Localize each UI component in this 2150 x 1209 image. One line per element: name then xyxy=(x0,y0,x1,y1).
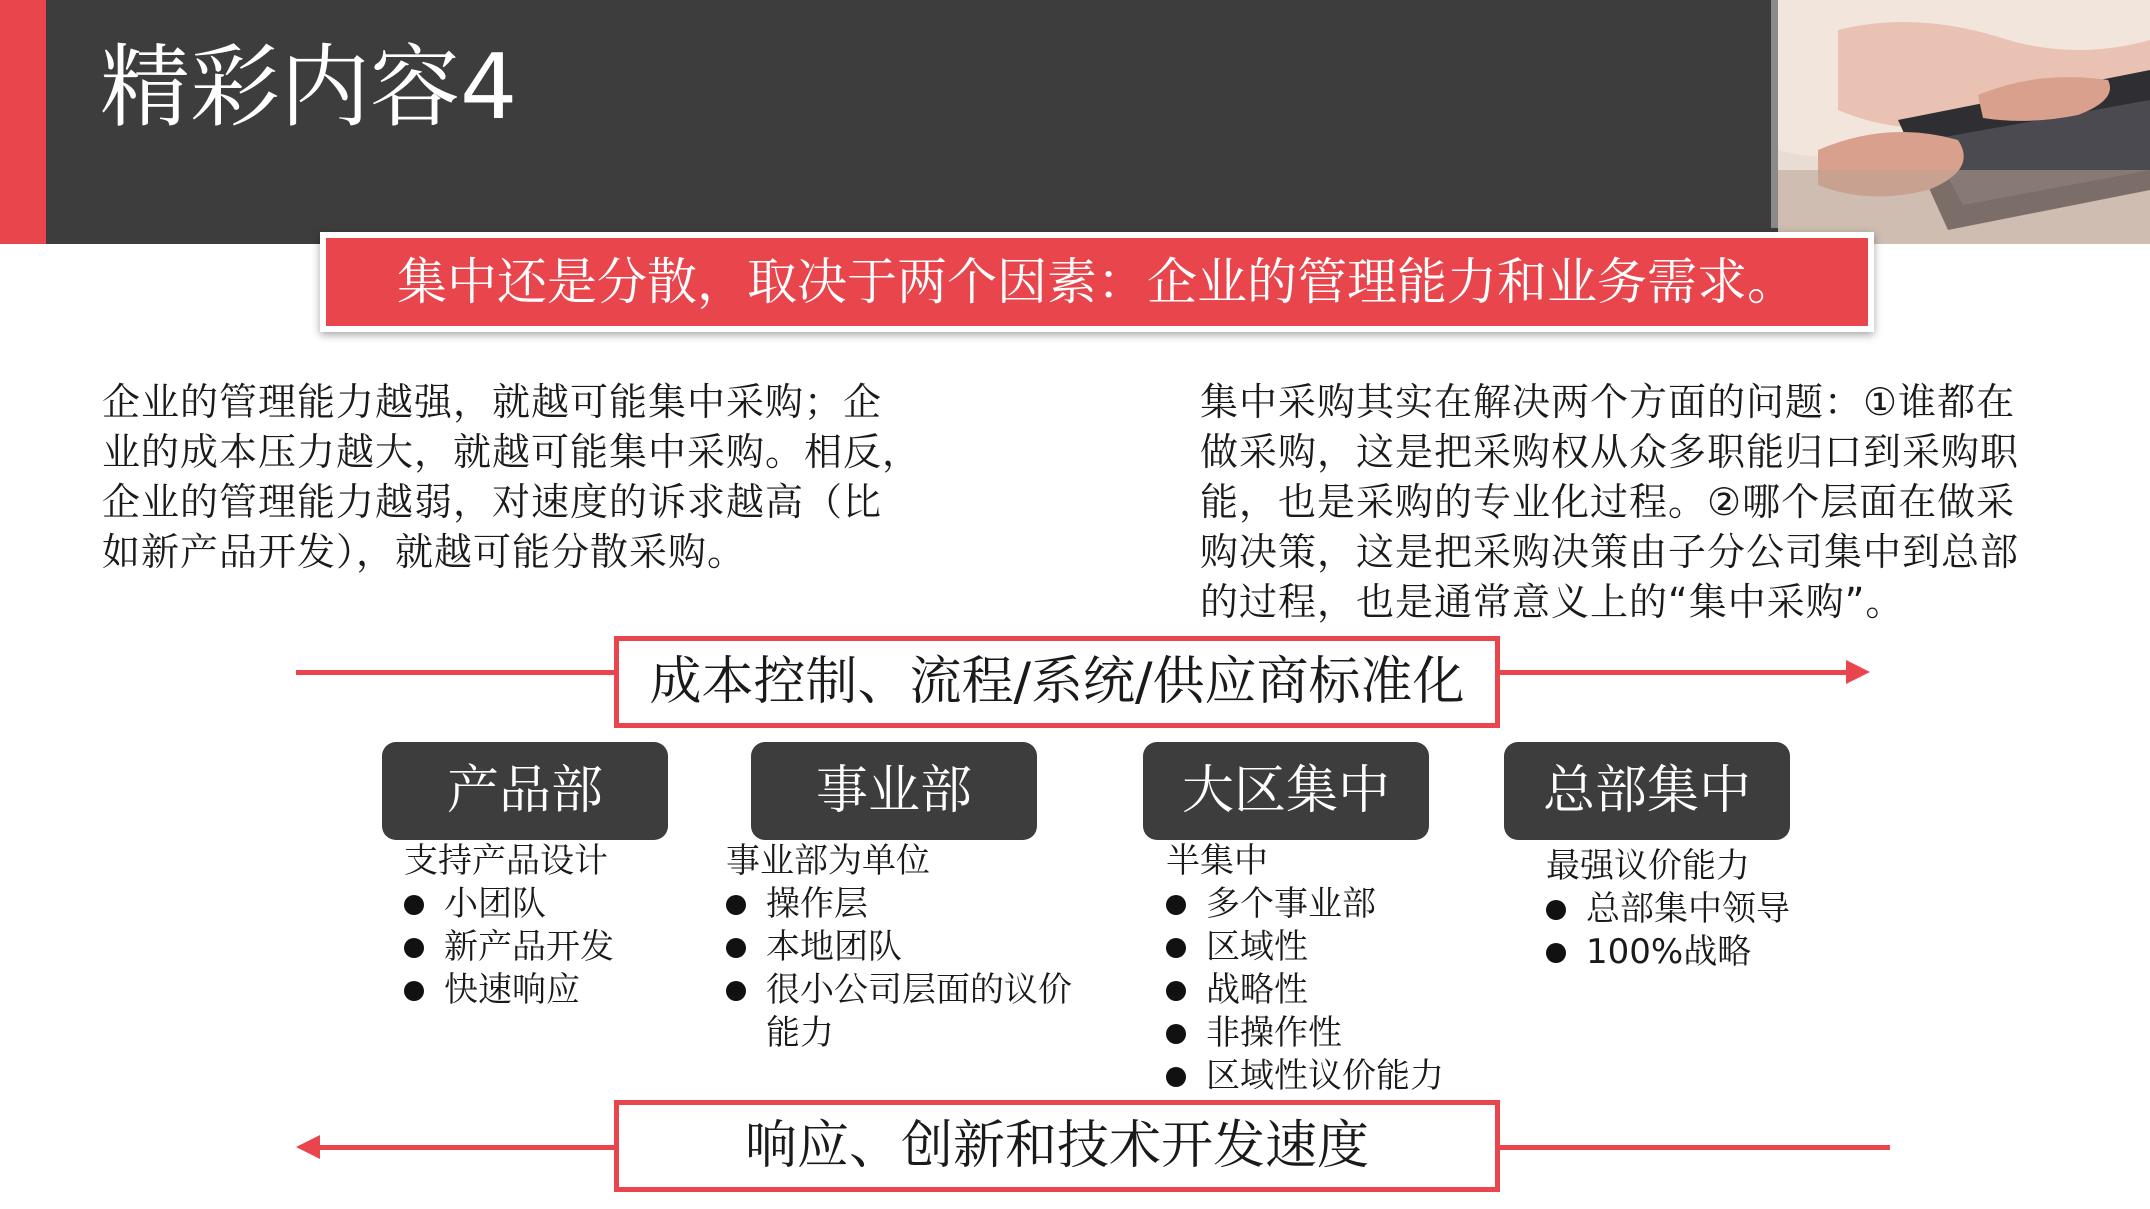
bottom-axis-label: 响应、创新和技术开发速度 xyxy=(614,1100,1500,1192)
list-item-label: 小团队 xyxy=(444,884,546,924)
column-bullet-list xyxy=(1166,883,1496,1098)
list-item-label: 快速响应 xyxy=(444,970,580,1010)
list-item xyxy=(726,969,1096,1055)
left-paragraph xyxy=(102,377,982,577)
bullet-icon xyxy=(1546,900,1566,920)
column-subtitle: 半集中 xyxy=(1166,841,1268,881)
list-item xyxy=(726,926,1096,969)
bullet-icon xyxy=(1166,895,1186,915)
list-item xyxy=(1546,888,1876,931)
left-paragraph-line: 如新产品开发），就越可能分散采购。 xyxy=(102,530,747,574)
bullet-icon xyxy=(1546,943,1566,963)
left-paragraph-line: 企业的管理能力越弱，对速度的诉求越高（比 xyxy=(102,480,883,524)
column-bullet-list xyxy=(404,883,704,1012)
bullet-icon xyxy=(404,938,424,958)
column-business-unit xyxy=(726,840,1096,1055)
right-paragraph xyxy=(1200,377,2100,627)
list-item xyxy=(404,969,704,1012)
list-item xyxy=(1166,1012,1496,1055)
list-item-label: 新产品开发 xyxy=(444,927,614,967)
slide-title: 精彩内容4 xyxy=(100,35,518,140)
top-arrow-head xyxy=(1846,660,1870,684)
accent-strip xyxy=(0,0,46,244)
list-item-label: 很小公司层面的议价能力 xyxy=(766,970,1072,1053)
bullet-icon xyxy=(1166,1067,1186,1087)
tab-product-department: 产品部 xyxy=(382,742,668,840)
left-paragraph-line: 业的成本压力越大，就越可能集中采购。相反， xyxy=(102,430,922,474)
bullet-icon xyxy=(1166,1024,1186,1044)
right-paragraph-line: 集中采购其实在解决两个方面的问题：①谁都在 xyxy=(1200,380,2016,424)
tab-headquarters-centralized: 总部集中 xyxy=(1504,742,1790,840)
list-item-label: 非操作性 xyxy=(1206,1013,1342,1053)
list-item-label: 多个事业部 xyxy=(1206,884,1376,924)
column-subtitle: 事业部为单位 xyxy=(726,841,930,881)
list-item-label: 区域性 xyxy=(1206,927,1308,967)
list-item-label: 战略性 xyxy=(1206,970,1308,1010)
list-item-label: 区域性议价能力 xyxy=(1206,1056,1444,1096)
bottom-arrow-head xyxy=(296,1135,320,1159)
laptop-photo-illustration xyxy=(1778,0,2150,244)
column-subtitle: 支持产品设计 xyxy=(404,841,608,881)
right-paragraph-line: 的过程，也是通常意义上的“集中采购”。 xyxy=(1200,580,1905,624)
key-message-banner: 集中还是分散，取决于两个因素：企业的管理能力和业务需求。 xyxy=(320,232,1874,332)
list-item xyxy=(1166,883,1496,926)
column-subtitle: 最强议价能力 xyxy=(1546,846,1750,886)
bullet-icon xyxy=(726,938,746,958)
left-paragraph-line: 企业的管理能力越强，就越可能集中采购；企 xyxy=(102,380,883,424)
list-item-label: 总部集中领导 xyxy=(1586,889,1790,929)
column-product-department xyxy=(404,840,704,1012)
bullet-icon xyxy=(1166,938,1186,958)
bullet-icon xyxy=(1166,981,1186,1001)
column-headquarters-centralized xyxy=(1546,845,1876,974)
list-item xyxy=(404,883,704,926)
top-axis-label: 成本控制、流程/系统/供应商标准化 xyxy=(614,636,1500,728)
list-item-label: 100%战略 xyxy=(1586,932,1752,972)
column-bullet-list xyxy=(726,883,1096,1055)
list-item xyxy=(1166,1055,1496,1098)
laptop-photo xyxy=(1778,0,2150,244)
tab-regional-centralized: 大区集中 xyxy=(1143,742,1429,840)
list-item xyxy=(726,883,1096,926)
tab-business-unit: 事业部 xyxy=(751,742,1037,840)
right-paragraph-line: 做采购，这是把采购权从众多职能归口到采购职 xyxy=(1200,430,2020,474)
column-regional-centralized xyxy=(1166,840,1496,1098)
list-item xyxy=(404,926,704,969)
column-bullet-list xyxy=(1546,888,1876,974)
list-item xyxy=(1546,931,1876,974)
bullet-icon xyxy=(726,895,746,915)
bullet-icon xyxy=(404,981,424,1001)
right-paragraph-line: 购决策，这是把采购决策由子分公司集中到总部 xyxy=(1200,530,2020,574)
right-paragraph-line: 能，也是采购的专业化过程。②哪个层面在做采 xyxy=(1200,480,2016,524)
bullet-icon xyxy=(726,981,746,1001)
list-item-label: 操作层 xyxy=(766,884,868,924)
list-item xyxy=(1166,926,1496,969)
list-item-label: 本地团队 xyxy=(766,927,902,967)
bullet-icon xyxy=(404,895,424,915)
list-item xyxy=(1166,969,1496,1012)
